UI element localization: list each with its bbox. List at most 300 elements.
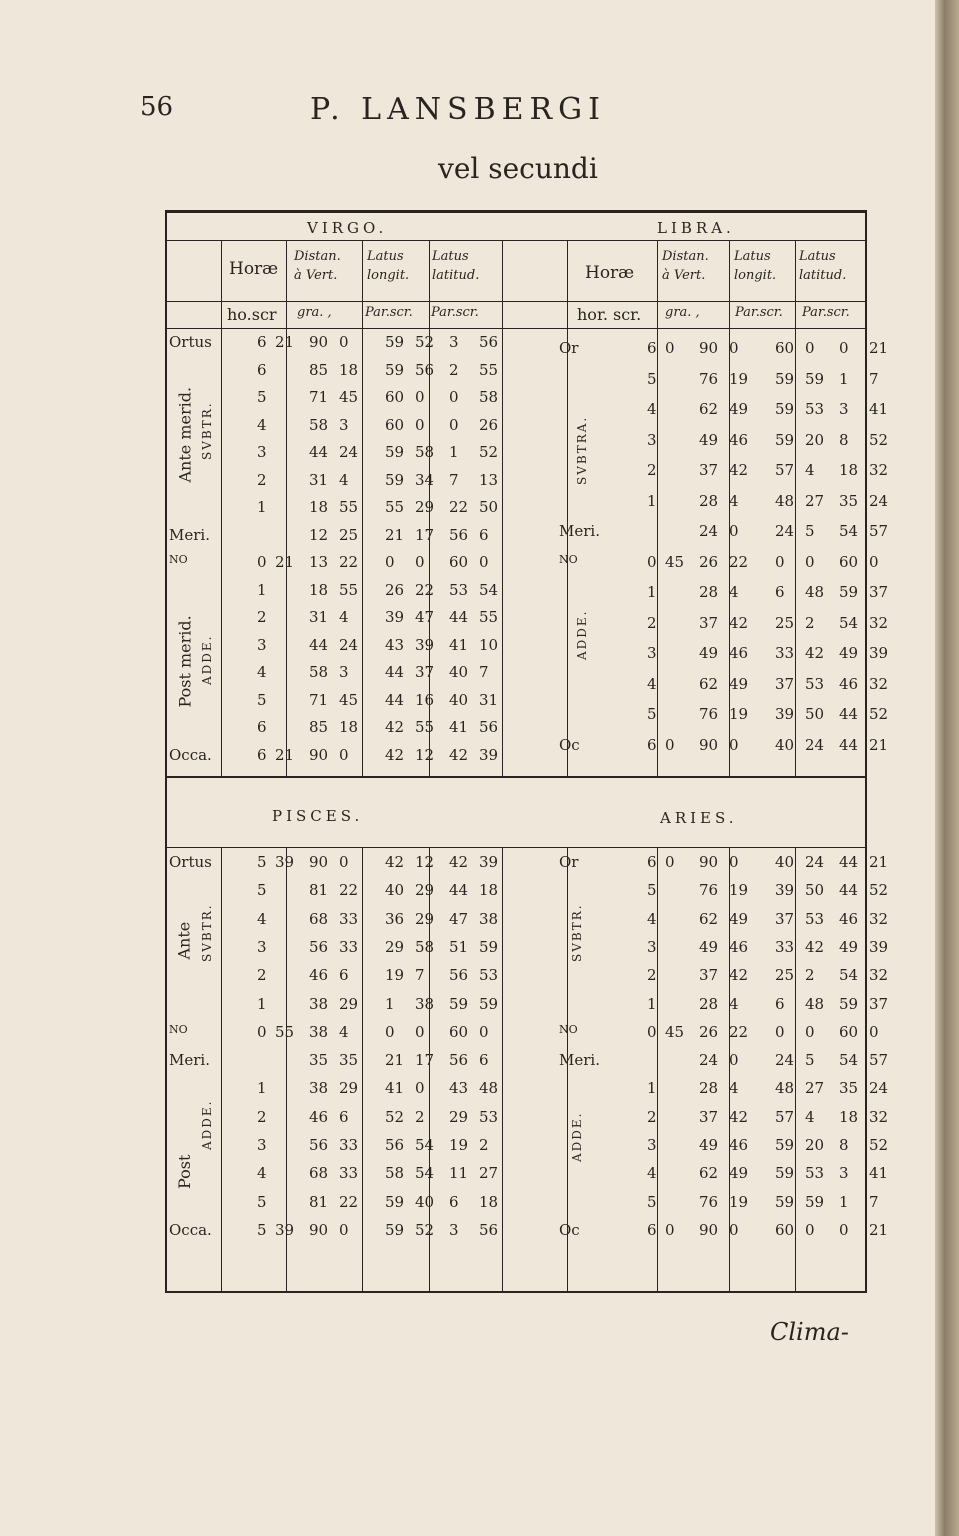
sign-virgo: VIRGO.: [307, 219, 388, 237]
virgo-cell: 58: [309, 663, 329, 681]
virgo-cell: 6: [257, 745, 267, 764]
pisces-cell: 5: [257, 881, 267, 900]
label-post-merid: Post merid.: [175, 615, 195, 708]
libra-cell: 52: [869, 705, 889, 723]
libra-cell: Or: [559, 339, 579, 357]
aries-cell: 2: [647, 1107, 657, 1126]
virgo-cell: 21: [275, 745, 295, 764]
libra-cell: 57: [775, 461, 795, 479]
virgo-cell: 7: [449, 470, 459, 489]
libra-cell: 21: [869, 339, 889, 357]
libra-cell: 62: [699, 400, 719, 418]
aries-cell: 46: [729, 1136, 749, 1154]
virgo-cell: 18: [339, 360, 359, 379]
aries-cell: 0: [729, 1220, 739, 1239]
libra-cell: 6: [647, 339, 657, 357]
vline-r-distan: [657, 241, 658, 776]
libra-cell: 59: [775, 369, 795, 388]
libra-cell: 39: [775, 705, 795, 723]
virgo-cell: 31: [309, 470, 329, 489]
virgo-cell: 44: [309, 443, 329, 461]
aries-cell: 24: [775, 1051, 795, 1070]
libra-cell: 25: [775, 613, 795, 632]
libra-cell: 37: [869, 583, 889, 601]
virgo-cell: 22: [339, 553, 359, 571]
libra-cell: 48: [775, 491, 795, 510]
libra-cell: 42: [729, 613, 749, 632]
aries-cell: 6: [647, 1220, 657, 1239]
virgo-cell: 90: [309, 745, 329, 764]
libra-cell: 40: [775, 735, 795, 754]
aries-cell: 49: [729, 909, 749, 928]
virgo-cell: 18: [309, 498, 329, 516]
libra-cell: 90: [699, 735, 719, 754]
libra-cell: 6: [647, 735, 657, 754]
libra-cell: Meri.: [559, 522, 600, 540]
rule-head: [167, 301, 865, 302]
pisces-cell: 38: [415, 994, 435, 1013]
header-distan-line1: Distan.: [294, 249, 341, 264]
virgo-cell: 41: [449, 718, 469, 736]
book-gutter: [935, 0, 959, 1536]
pisces-cell: 29: [415, 909, 435, 928]
aries-cell: 27: [805, 1079, 825, 1098]
virgo-cell: 55: [339, 580, 359, 599]
header-latlat-line2: latitud.: [799, 268, 847, 283]
libra-cell: 59: [839, 583, 859, 601]
aries-cell: 37: [869, 994, 889, 1013]
virgo-cell: 0: [415, 388, 425, 406]
aries-cell: 0: [729, 853, 739, 871]
aries-cell: 62: [699, 909, 719, 928]
aries-cell: 32: [869, 909, 889, 928]
pisces-cell: 55: [275, 1022, 295, 1041]
header-latlong-line2: longit.: [734, 268, 777, 283]
virgo-cell: Ortus: [169, 333, 212, 351]
pisces-cell: 44: [449, 881, 469, 900]
libra-cell: 4: [729, 491, 739, 510]
libra-cell: 3: [647, 430, 657, 449]
virgo-cell: 41: [449, 635, 469, 654]
vline-r-latlat: [795, 241, 796, 776]
label-subtr-virgo: SVBTR.: [200, 401, 214, 460]
aries-cell: 5: [647, 1192, 657, 1211]
virgo-cell: 4: [339, 470, 349, 489]
pisces-cell: 46: [309, 966, 329, 985]
aries-cell: 57: [869, 1051, 889, 1070]
aries-cell: 0: [839, 1220, 849, 1239]
pisces-cell: 12: [415, 853, 435, 871]
pisces-cell: 2: [257, 966, 267, 985]
aries-cell: 40: [775, 853, 795, 871]
pisces-cell: 59: [479, 937, 499, 956]
pisces-cell: 33: [339, 909, 359, 928]
libra-cell: 20: [805, 430, 825, 449]
libra-cell: 2: [805, 613, 815, 632]
label-ante: Ante: [174, 921, 194, 960]
libra-cell: 0: [729, 522, 739, 540]
virgo-cell: 39: [479, 745, 499, 764]
header-horae-right: Horæ: [585, 263, 635, 283]
aries-cell: NO: [559, 1022, 578, 1036]
pisces-cell: 29: [449, 1107, 469, 1126]
page-subtitle: vel secundi: [438, 152, 598, 185]
virgo-cell: 16: [415, 690, 435, 709]
libra-cell: 46: [839, 674, 859, 693]
unit-par2-left: Par.scr.: [431, 305, 479, 320]
rule-units: [167, 328, 865, 329]
aries-cell: Or: [559, 853, 579, 871]
header-distan-left: [294, 247, 341, 285]
virgo-cell: 47: [415, 608, 435, 626]
libra-cell: 0: [869, 552, 879, 571]
libra-cell: 21: [869, 735, 889, 754]
aries-cell: 3: [647, 937, 657, 956]
aries-cell: 44: [839, 881, 859, 900]
aries-cell: 28: [699, 1079, 719, 1098]
aries-cell: 37: [699, 1107, 719, 1126]
unit-par-left: Par.scr.: [365, 305, 413, 320]
virgo-cell: 3: [257, 635, 267, 654]
aries-cell: 4: [729, 994, 739, 1013]
virgo-cell: 26: [479, 415, 499, 434]
aries-cell: 6: [647, 853, 657, 871]
pisces-cell: 39: [275, 853, 295, 871]
libra-cell: 60: [839, 552, 859, 571]
pisces-cell: 38: [479, 909, 499, 928]
virgo-cell: 6: [257, 360, 267, 379]
pisces-cell: 1: [257, 994, 267, 1013]
pisces-cell: NO: [169, 1022, 188, 1036]
virgo-cell: 1: [257, 498, 267, 516]
virgo-cell: 0: [479, 553, 489, 571]
libra-cell: 42: [729, 461, 749, 479]
aries-cell: 22: [729, 1022, 749, 1041]
libra-cell: 2: [647, 461, 657, 479]
catchword: Clima-: [770, 1318, 849, 1346]
virgo-cell: 24: [339, 635, 359, 654]
libra-cell: 49: [699, 644, 719, 662]
aries-cell: 76: [699, 881, 719, 900]
pisces-cell: 29: [415, 881, 435, 900]
vline-l2-latlong: [362, 848, 363, 1291]
libra-cell: 8: [839, 430, 849, 449]
pisces-cell: 0: [479, 1022, 489, 1041]
libra-cell: 0: [647, 552, 657, 571]
libra-cell: 48: [805, 583, 825, 601]
vline-r-start: [567, 241, 568, 776]
virgo-cell: 56: [479, 333, 499, 351]
header-horae-left: Horæ: [229, 259, 279, 279]
virgo-cell: 31: [479, 690, 499, 709]
aries-cell: 46: [839, 909, 859, 928]
pisces-cell: 38: [309, 1079, 329, 1098]
vline-l-distan: [286, 241, 287, 776]
header-distan-line2: à Vert.: [662, 268, 706, 283]
header-latlat-line1: Latus: [799, 249, 836, 264]
libra-cell: 4: [647, 674, 657, 693]
virgo-cell: 2: [449, 360, 459, 379]
aries-cell: 45: [665, 1022, 685, 1041]
pisces-cell: 1: [385, 994, 395, 1013]
virgo-cell: 12: [309, 525, 329, 544]
virgo-cell: 44: [449, 608, 469, 626]
pisces-cell: 33: [339, 1136, 359, 1154]
virgo-cell: 56: [449, 525, 469, 544]
pisces-cell: 51: [449, 937, 469, 956]
libra-cell: 42: [805, 644, 825, 662]
pisces-cell: 35: [339, 1051, 359, 1070]
pisces-cell: 0: [415, 1022, 425, 1041]
libra-cell: 41: [869, 400, 889, 418]
virgo-cell: 53: [449, 580, 469, 599]
pisces-cell: 90: [309, 853, 329, 871]
label-subtra-libra: SVBTRA.: [575, 415, 589, 485]
libra-cell: 50: [805, 705, 825, 723]
virgo-cell: 90: [309, 333, 329, 351]
aries-cell: 28: [699, 994, 719, 1013]
virgo-cell: 39: [385, 608, 405, 626]
pisces-cell: 29: [339, 994, 359, 1013]
virgo-cell: 50: [479, 498, 499, 516]
virgo-cell: 56: [415, 360, 435, 379]
vline-l-end: [502, 241, 503, 776]
virgo-cell: 6: [257, 718, 267, 736]
pisces-cell: 48: [479, 1079, 499, 1098]
label-adde-virgo: ADDE.: [200, 634, 214, 685]
aries-cell: 59: [775, 1192, 795, 1211]
virgo-cell: 55: [385, 498, 405, 516]
libra-cell: 53: [805, 400, 825, 418]
aries-cell: 32: [869, 966, 889, 985]
libra-cell: 59: [775, 400, 795, 418]
aries-cell: 4: [647, 909, 657, 928]
libra-cell: 2: [647, 613, 657, 632]
libra-cell: 0: [805, 552, 815, 571]
libra-cell: 59: [805, 369, 825, 388]
pisces-cell: 60: [449, 1022, 469, 1041]
libra-cell: 7: [869, 369, 879, 388]
virgo-cell: 2: [257, 608, 267, 626]
aries-cell: 4: [729, 1079, 739, 1098]
aries-cell: 20: [805, 1136, 825, 1154]
aries-cell: 54: [839, 1051, 859, 1070]
aries-cell: 42: [729, 1107, 749, 1126]
pisces-cell: 18: [479, 881, 499, 900]
libra-cell: 0: [729, 735, 739, 754]
virgo-cell: 5: [257, 388, 267, 406]
unit-horae-right: hor. scr.: [577, 305, 642, 324]
vline-r2-latlat: [795, 848, 796, 1291]
aries-cell: 42: [805, 937, 825, 956]
libra-cell: 5: [647, 705, 657, 723]
aries-cell: 44: [839, 853, 859, 871]
pisces-cell: 3: [257, 937, 267, 956]
aries-cell: 53: [805, 909, 825, 928]
virgo-cell: 18: [309, 580, 329, 599]
aries-cell: 60: [775, 1220, 795, 1239]
pisces-cell: 36: [385, 909, 405, 928]
aries-cell: 46: [729, 937, 749, 956]
pisces-cell: 3: [257, 1136, 267, 1154]
aries-cell: 53: [805, 1164, 825, 1183]
virgo-cell: 44: [309, 635, 329, 654]
aries-cell: 0: [775, 1022, 785, 1041]
rule-top: [167, 240, 865, 241]
header-distan-line1: Distan.: [662, 249, 709, 264]
virgo-cell: 40: [449, 663, 469, 681]
aries-cell: 19: [729, 1192, 749, 1211]
header-latlong-line1: Latus: [367, 249, 404, 264]
virgo-cell: 3: [339, 415, 349, 434]
pisces-cell: Ortus: [169, 853, 212, 871]
virgo-cell: 39: [415, 635, 435, 654]
aries-cell: 21: [869, 1220, 889, 1239]
virgo-cell: 21: [275, 333, 295, 351]
unit-horae-left: ho.scr: [227, 305, 277, 324]
virgo-cell: 29: [415, 498, 435, 516]
header-latlat-line1: Latus: [432, 249, 469, 264]
libra-cell: 76: [699, 705, 719, 723]
virgo-cell: 0: [415, 553, 425, 571]
pisces-cell: 41: [385, 1079, 405, 1098]
virgo-cell: 54: [479, 580, 499, 599]
aries-cell: 90: [699, 1220, 719, 1239]
libra-cell: 4: [647, 400, 657, 418]
pisces-cell: 2: [479, 1136, 489, 1154]
page-number: 56: [140, 92, 174, 122]
unit-par2-right: Par.scr.: [802, 305, 850, 320]
virgo-cell: 42: [449, 745, 469, 764]
pisces-cell: 39: [275, 1220, 295, 1239]
rule-lower-head: [167, 847, 865, 848]
libra-cell: 5: [805, 522, 815, 540]
pisces-cell: 2: [257, 1107, 267, 1126]
aries-cell: 32: [869, 1107, 889, 1126]
label-adde-libra: ADDE.: [575, 609, 589, 660]
virgo-cell: 40: [449, 690, 469, 709]
libra-cell: 52: [869, 430, 889, 449]
aries-cell: 59: [839, 994, 859, 1013]
pisces-cell: 29: [339, 1079, 359, 1098]
pisces-cell: 0: [257, 1022, 267, 1041]
libra-cell: 46: [729, 430, 749, 449]
virgo-cell: 0: [385, 553, 395, 571]
virgo-cell: 6: [479, 525, 489, 544]
running-head: P. LANSBERGI: [310, 92, 606, 127]
virgo-cell: 0: [449, 388, 459, 406]
virgo-cell: 60: [385, 388, 405, 406]
pisces-cell: 59: [479, 994, 499, 1013]
aries-cell: 26: [699, 1022, 719, 1041]
virgo-cell: 56: [479, 718, 499, 736]
pisces-cell: 22: [339, 881, 359, 900]
libra-cell: 49: [729, 674, 749, 693]
header-distan-line2: à Vert.: [294, 268, 338, 283]
aries-cell: Oc: [559, 1220, 580, 1239]
virgo-cell: 13: [309, 553, 329, 571]
libra-cell: 3: [839, 400, 849, 418]
virgo-cell: 59: [385, 360, 405, 379]
pisces-cell: 54: [415, 1136, 435, 1154]
libra-cell: 32: [869, 613, 889, 632]
aries-cell: 8: [839, 1136, 849, 1154]
virgo-cell: 31: [309, 608, 329, 626]
virgo-cell: 0: [339, 333, 349, 351]
libra-cell: 0: [729, 339, 739, 357]
libra-cell: 24: [699, 522, 719, 540]
virgo-cell: 85: [309, 360, 329, 379]
pisces-cell: 0: [339, 1220, 349, 1239]
pisces-cell: 43: [449, 1079, 469, 1098]
virgo-cell: 58: [415, 443, 435, 461]
libra-cell: 0: [805, 339, 815, 357]
aries-cell: 49: [699, 937, 719, 956]
libra-cell: 0: [775, 552, 785, 571]
aries-cell: 1: [647, 1079, 657, 1098]
unit-gra-left: gra. ,: [297, 305, 332, 320]
aries-cell: 1: [839, 1192, 849, 1211]
pisces-cell: Occa.: [169, 1220, 212, 1239]
libra-cell: 6: [775, 583, 785, 601]
pisces-cell: 29: [385, 937, 405, 956]
virgo-cell: 85: [309, 718, 329, 736]
libra-cell: 60: [775, 339, 795, 357]
virgo-cell: 5: [257, 690, 267, 709]
aries-cell: 19: [729, 881, 749, 900]
libra-cell: 1: [647, 583, 657, 601]
virgo-cell: 42: [385, 745, 405, 764]
pisces-cell: 0: [385, 1022, 395, 1041]
aries-cell: 4: [647, 1164, 657, 1183]
virgo-cell: 24: [339, 443, 359, 461]
pisces-cell: 38: [309, 1022, 329, 1041]
aries-cell: 18: [839, 1107, 859, 1126]
virgo-cell: 17: [415, 525, 435, 544]
pisces-cell: 5: [257, 853, 267, 871]
virgo-cell: 43: [385, 635, 405, 654]
label-post: Post: [175, 1154, 194, 1189]
virgo-cell: 26: [385, 580, 405, 599]
virgo-cell: 60: [449, 553, 469, 571]
aries-cell: 2: [805, 966, 815, 985]
pisces-cell: 33: [339, 1164, 359, 1183]
libra-cell: 32: [869, 461, 889, 479]
pisces-cell: 6: [339, 1107, 349, 1126]
libra-cell: 28: [699, 491, 719, 510]
rule-mid: [167, 776, 865, 778]
page-header: [140, 92, 860, 132]
pisces-cell: 54: [415, 1164, 435, 1183]
aries-cell: 4: [805, 1107, 815, 1126]
aries-cell: 0: [665, 853, 675, 871]
virgo-cell: 21: [275, 553, 295, 571]
libra-cell: 24: [805, 735, 825, 754]
pisces-cell: 81: [309, 1192, 329, 1211]
virgo-cell: 34: [415, 470, 435, 489]
aries-cell: 90: [699, 853, 719, 871]
label-ante-merid: Ante merid.: [175, 386, 195, 483]
aries-cell: 39: [775, 881, 795, 900]
label-subtr-aries: SVBTR.: [570, 903, 584, 962]
pisces-cell: 52: [385, 1107, 405, 1126]
virgo-cell: 25: [339, 525, 359, 544]
virgo-cell: 45: [339, 690, 359, 709]
aries-cell: 6: [775, 994, 785, 1013]
pisces-cell: 3: [449, 1220, 459, 1239]
pisces-cell: 21: [385, 1051, 405, 1070]
libra-cell: 26: [699, 552, 719, 571]
